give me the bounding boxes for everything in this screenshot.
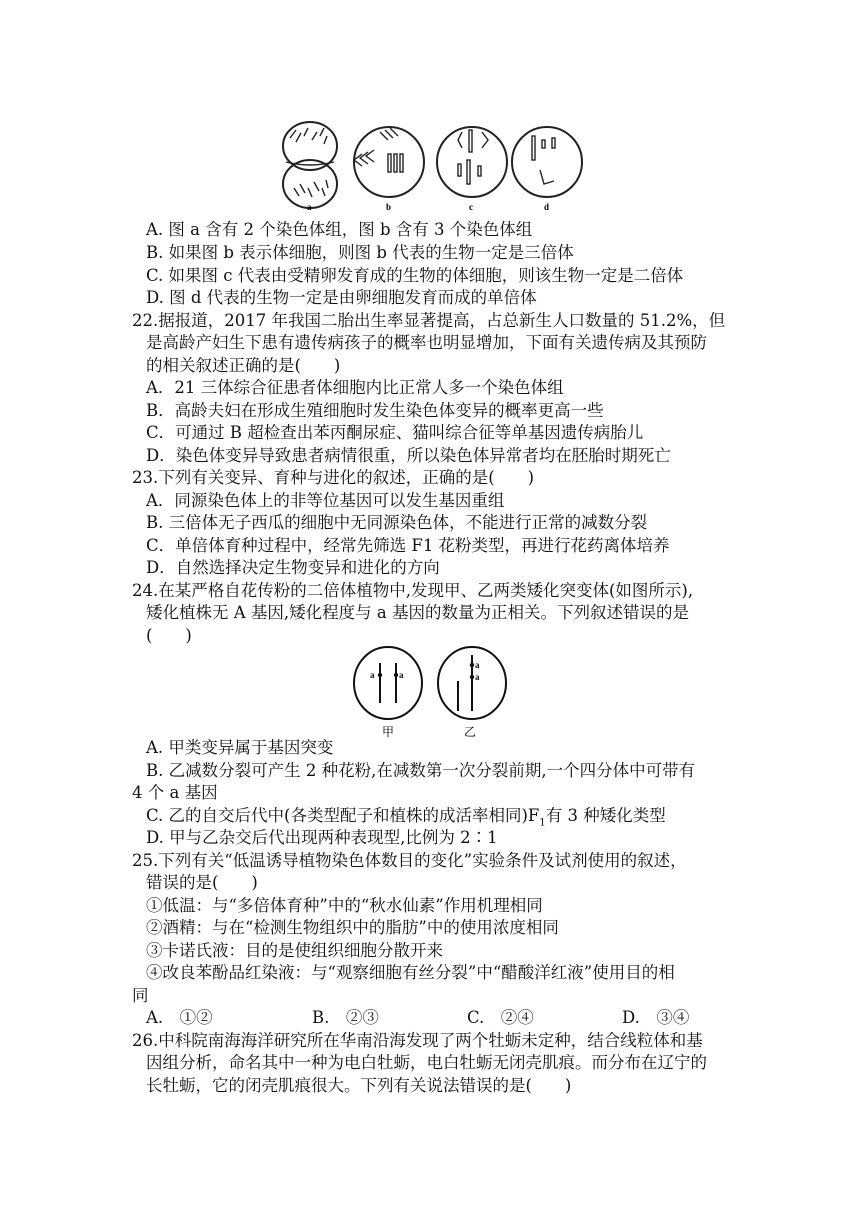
q21-option-d: D. 图 d 代表的生物一定是由卵细胞发育而成的单倍体 — [146, 288, 537, 307]
q25-choice-b: B. ②③ — [312, 1008, 379, 1027]
q24-option-a: A. 甲类变异属于基因突变 — [146, 738, 334, 757]
mutant-cells-figure — [350, 645, 516, 740]
q24-option-c-sub: 1 — [539, 817, 546, 829]
q22-stem-line1: 22.据报道，2017 年我国二胎出生率显著提高，占总新生人口数量的 51.2%，但 — [132, 311, 726, 330]
label-a: a — [307, 202, 312, 212]
q24-option-c-post: 有 3 种矮化类型 — [545, 806, 666, 825]
q21-option-c: C. 如果图 c 代表由受精卵发育成的生物的体细胞，则该生物一定是二倍体 — [146, 266, 684, 285]
q25-stem-line1: 25.下列有关“低温诱导植物染色体数目的变化”实验条件及试剂使用的叙述， — [132, 851, 687, 870]
q24-stem-line3: ( ) — [146, 626, 192, 645]
q24-option-b-line2: 4 个 a 基因 — [132, 783, 218, 802]
q24-option-c-pre: C. 乙的自交后代中(各类型配子和植株的成活率相同)F — [146, 806, 540, 825]
cell-c — [437, 127, 507, 197]
q23-stem: 23.下列有关变异、育种与进化的叙述，正确的是( ) — [132, 468, 535, 487]
cell-b — [354, 127, 424, 197]
jia-allele-left: a — [370, 670, 375, 680]
q26-stem-line1: 26.中科院南海海洋研究所在华南沿海发现了两个牡蛎未定种，结合线粒体和基 — [132, 1031, 703, 1050]
jia-allele-right: a — [399, 670, 404, 680]
label-b: b — [386, 202, 392, 212]
q25-item-2: ②酒精：与在“检测生物组织中的脂肪”中的使用浓度相同 — [146, 918, 559, 937]
q25-choice-d: D. ③④ — [622, 1008, 690, 1027]
q25-item-3: ③卡诺氏液：目的是使组织细胞分散开来 — [146, 941, 443, 960]
q22-stem-line2: 是高龄产妇生下患有遗传病孩子的概率也明显增加，下面有关遗传病及其预防 — [146, 333, 707, 352]
jia-alleles — [370, 670, 404, 680]
cell-jia — [354, 647, 422, 719]
q21-option-b: B. 如果图 b 表示体细胞，则图 b 代表的生物一定是三倍体 — [146, 243, 574, 262]
q24-option-d: D. 甲与乙杂交后代出现两种表现型,比例为 2∶1 — [146, 828, 498, 847]
mutant-cells-svg — [350, 645, 516, 740]
q26-stem-line3: 长牡蛎，它的闭壳肌痕很大。下列有关说法错误的是( ) — [146, 1076, 572, 1095]
cell-a — [283, 122, 337, 208]
q25-choice-c: C. ②④ — [467, 1008, 534, 1027]
q25-item-1: ①低温：与“多倍体育种”中的“秋水仙素”作用机理相同 — [146, 896, 543, 915]
label-yi: 乙 — [464, 725, 477, 739]
q22-option-c: C．可通过 B 超检查出苯丙酮尿症、猫叫综合征等单基因遗传病胎儿 — [146, 423, 644, 442]
q22-stem-line3: 的相关叙述正确的是( ) — [146, 356, 341, 375]
cells-figure-abcd — [276, 118, 586, 212]
cell-yi — [438, 647, 506, 719]
q24-stem-line1: 24.在某严格自花传粉的二倍体植物中,发现甲、乙两类矮化突变体(如图所示), — [132, 581, 694, 600]
q23-option-b: B. 三倍体无子西瓜的细胞中无同源染色体，不能进行正常的减数分裂 — [146, 513, 648, 532]
q22-option-b: B．高龄夫妇在形成生殖细胞时发生染色体变异的概率更高一些 — [146, 401, 604, 420]
q24-option-b-line1: B. 乙减数分裂可产生 2 种花粉,在减数第一次分裂前期,一个四分体中可带有 — [146, 761, 696, 780]
q25-item-4: ④改良苯酚品红染液：与“观察细胞有丝分裂”中“醋酸洋红液”使用目的相 — [146, 963, 675, 982]
q21-option-a: A. 图 a 含有 2 个染色体组，图 b 含有 3 个染色体组 — [146, 220, 533, 239]
label-c: c — [469, 202, 473, 212]
q22-option-a: A．21 三体综合征患者体细胞内比正常人多一个染色体组 — [146, 378, 564, 397]
q25-item-4-cont: 同 — [132, 986, 149, 1005]
label-jia: 甲 — [382, 725, 395, 739]
q25-stem-line2: 错误的是( ) — [146, 873, 258, 892]
cells-figure-svg — [276, 118, 586, 212]
yi-allele-upper: a — [475, 660, 480, 670]
q23-option-a: A．同源染色体上的非等位基因可以发生基因重组 — [146, 491, 505, 510]
q26-stem-line2: 因组分析，命名其中一种为电白牡蛎，电白牡蛎无闭壳肌痕。而分布在辽宁的 — [146, 1053, 707, 1072]
q23-option-c: C．单倍体育种过程中，经常先筛选 F1 花粉类型，再进行花药离体培养 — [146, 536, 670, 555]
q23-option-d: D．自然选择决定生物变异和进化的方向 — [146, 558, 440, 577]
q24-stem-line2: 矮化植株无 A 基因,矮化程度与 a 基因的数量为正相关。下列叙述错误的是 — [146, 603, 689, 622]
q25-choice-a: A. ①② — [146, 1008, 213, 1027]
cell-d — [512, 127, 582, 197]
q22-option-d: D．染色体变异导致患者病情很重，所以染色体异常者均在胚胎时期死亡 — [146, 446, 671, 465]
label-d: d — [544, 202, 550, 212]
yi-allele-lower: a — [475, 672, 480, 682]
